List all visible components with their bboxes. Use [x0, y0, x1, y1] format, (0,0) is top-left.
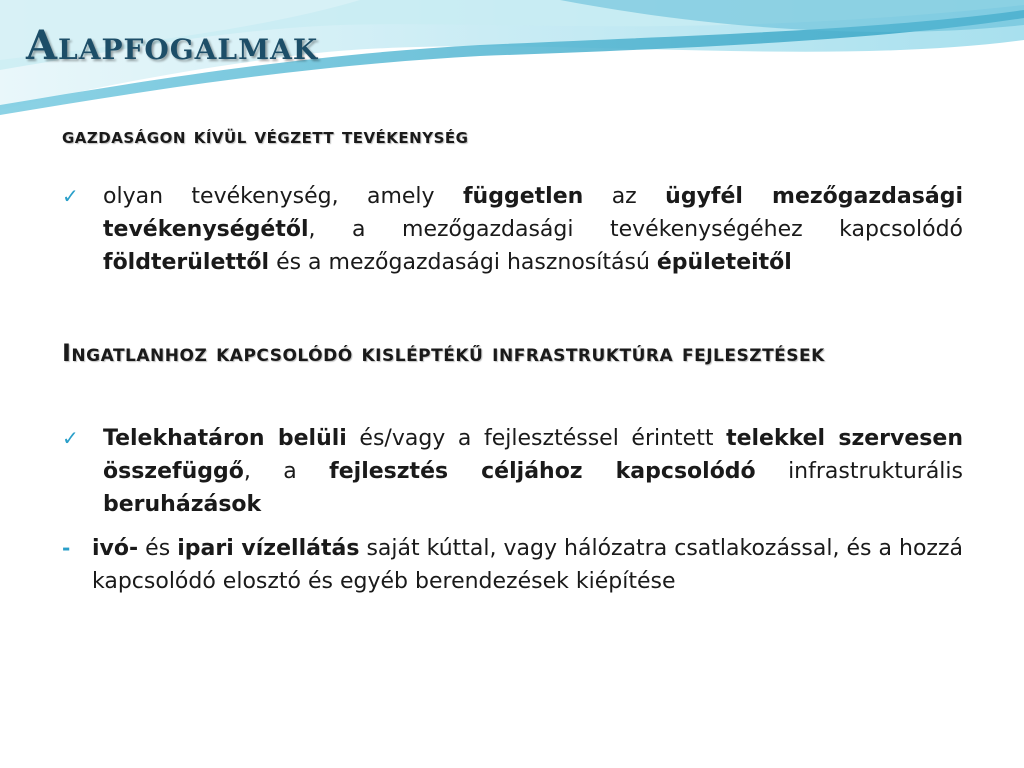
section-heading-2: Ingatlanhoz kapcsolódó kisléptékű infrastruktúra fejlesztések — [62, 339, 825, 367]
slide-title: Alapfogalmak — [26, 22, 319, 69]
checkmark-icon: ✓ — [62, 426, 79, 450]
bullet-text-1: olyan tevékenység, amely független az ügyfél mezőgazdasági tevékenységétől, a mezőgazdasági tevékenységéhez kapcsolódó földterülettől és a mezőgazdasági hasznosítású épületeitől — [103, 184, 964, 275]
checkmark-icon: ✓ — [62, 184, 79, 208]
section-heading-1: gazdaságon kívül végzett tevékenység — [62, 124, 469, 148]
bullet-text-2: Telekhatáron belüli és/vagy a fejlesztéssel érintett telekkel szervesen összefüggő, a fejlesztés céljához kapcsolódó infrastrukturális beruházások — [103, 426, 963, 517]
dash-marker: - — [62, 536, 71, 560]
dash-item-text: ivó- és ipari vízellátás saját kúttal, vagy hálózatra csatlakozással, és a hozzá kapcsolódó elosztó és egyéb berendezések kiépítése — [92, 536, 963, 594]
